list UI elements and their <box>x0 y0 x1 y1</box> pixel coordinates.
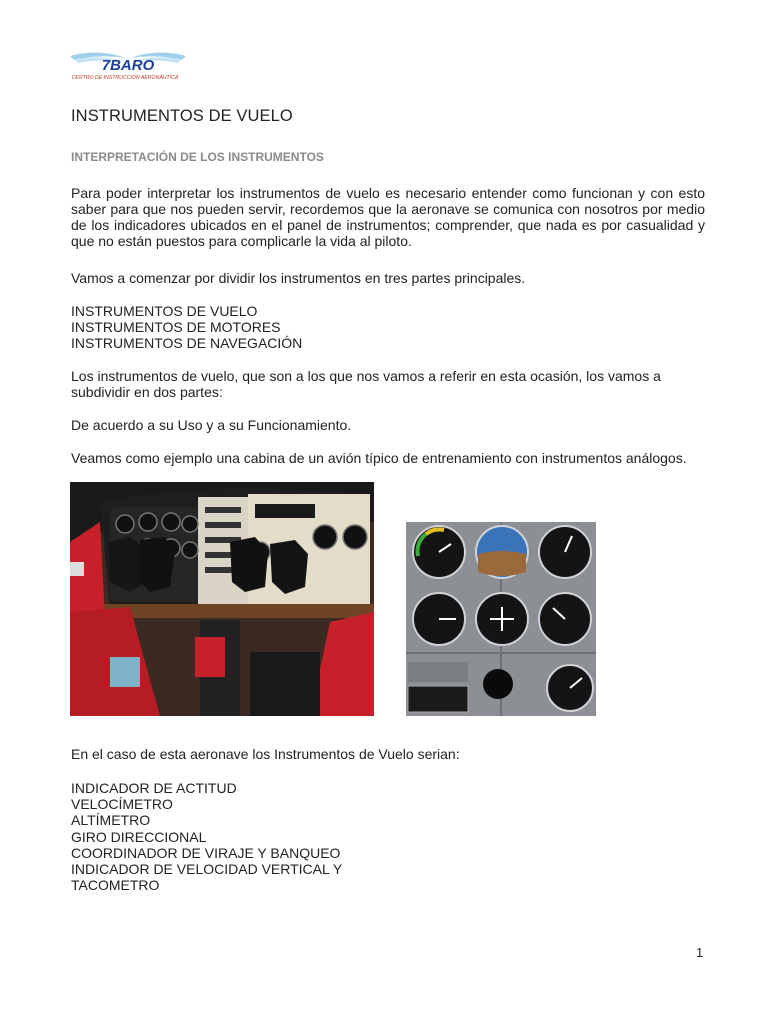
aircraft-paragraph: En el caso de esta aeronave los Instrumentos de Vuelo serian: <box>71 746 460 762</box>
cockpit-photo <box>70 482 374 716</box>
list-item: ALTÍMETRO <box>71 812 151 829</box>
list-item: VELOCÍMETRO <box>71 796 173 813</box>
logo-name: 7BARO <box>101 57 155 74</box>
list-item: GIRO DIRECCIONAL <box>71 828 207 845</box>
logo <box>68 46 188 86</box>
list-item: TACOMETRO <box>71 877 160 894</box>
use-paragraph: De acuerdo a su Uso y a su Funcionamiento. <box>71 417 352 433</box>
list-item: COORDINADOR DE VIRAJE Y BANQUEO <box>71 844 341 861</box>
wings-logo-icon <box>68 46 188 86</box>
intro-paragraph: Para poder interpretar los instrumentos de vuelo es necesario entender como funcionan y con esto saber para que nos pueden servir, recordemos que la aeronave se comunica con nosotros por medio de los indicadores ubicados en el panel de instrumentos; comprender, que nada es por casualidad y que no están puestos para complicarle la vida al piloto. <box>71 185 705 249</box>
list-item: INDICADOR DE ACTITUD <box>71 780 237 796</box>
list-item: INSTRUMENTOS DE NAVEGACIÓN <box>71 335 303 352</box>
list-item: INSTRUMENTOS DE VUELO <box>71 303 258 319</box>
cockpit-photo-icon <box>70 482 374 716</box>
instrument-panel-photo-icon <box>406 522 596 716</box>
list-item: INSTRUMENTOS DE MOTORES <box>71 319 281 336</box>
division-paragraph: Vamos a comenzar por dividir los instrumentos en tres partes principales. <box>71 270 526 286</box>
logo-tagline: CENTRO DE INSTRUCCIÓN AERONÁUTICA <box>71 75 179 81</box>
page-title: INSTRUMENTOS DE VUELO <box>71 107 293 125</box>
list-item: INDICADOR DE VELOCIDAD VERTICAL Y <box>71 860 343 877</box>
example-paragraph: Veamos como ejemplo una cabina de un avión típico de entrenamiento con instrumentos análogos. <box>71 450 687 466</box>
flight-instruments-list <box>71 780 705 893</box>
instrument-panel-photo <box>406 522 596 716</box>
page-number: 1 <box>696 945 704 960</box>
categories-list <box>71 303 705 352</box>
section-subtitle: INTERPRETACIÓN DE LOS INSTRUMENTOS <box>71 150 324 164</box>
subdivide-paragraph: Los instrumentos de vuelo, que son a los que nos vamos a referir en esta ocasión, los vamos a subdividir en dos partes: <box>71 368 661 400</box>
